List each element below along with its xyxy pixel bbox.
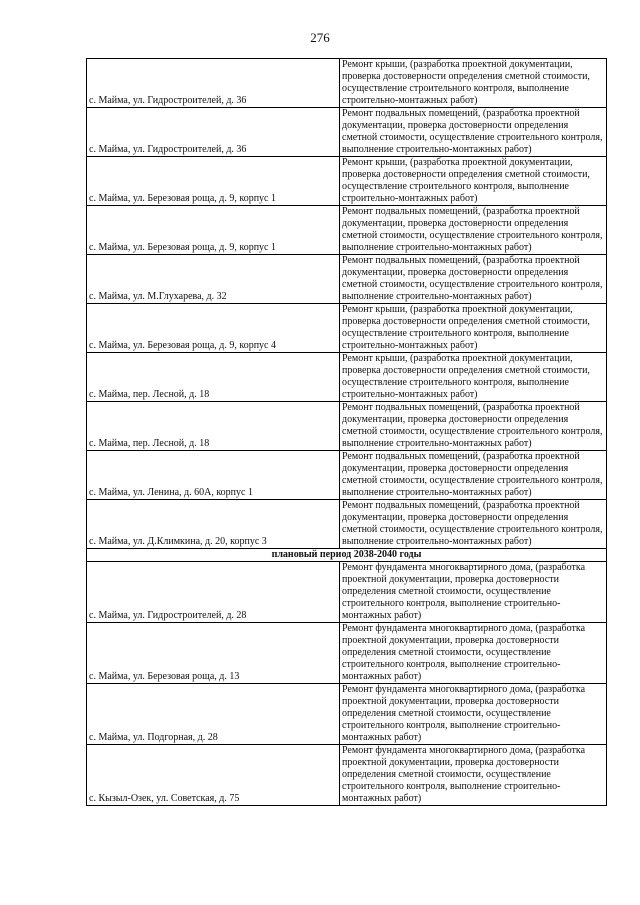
table-row xyxy=(87,402,607,451)
work-description-cell: Ремонт фундамента многоквартирного дома, (разработка проектной документации, проверка достоверности определения сметной стоимости, осуществление строительного контроля, выполнение строительно-монтажных работ) xyxy=(340,562,607,623)
table-row xyxy=(87,353,607,402)
address-cell: с. Майма, ул. Гидростроителей, д. 28 xyxy=(87,562,340,623)
table-body-current-period xyxy=(87,59,607,549)
work-description-cell: Ремонт фундамента многоквартирного дома, (разработка проектной документации, проверка достоверности определения сметной стоимости, осуществление строительного контроля, выполнение строительно-монтажных работ) xyxy=(340,623,607,684)
address-cell: с. Майма, ул. Березовая роща, д. 9, корпус 4 xyxy=(87,304,340,353)
address-cell: с. Майма, ул. Гидростроителей, д. 36 xyxy=(87,59,340,108)
work-description-cell: Ремонт фундамента многоквартирного дома, (разработка проектной документации, проверка достоверности определения сметной стоимости, осуществление строительного контроля, выполнение строительно-монтажных работ) xyxy=(340,745,607,806)
address-cell: с. Майма, ул. Березовая роща, д. 9, корпус 1 xyxy=(87,157,340,206)
address-cell: с. Майма, ул. Д.Климкина, д. 20, корпус 3 xyxy=(87,500,340,549)
table-row xyxy=(87,157,607,206)
table-row xyxy=(87,451,607,500)
work-description-cell: Ремонт подвальных помещений, (разработка проектной документации, проверка достоверности определения сметной стоимости, осуществление строительного контроля, выполнение строительно-монтажных работ) xyxy=(340,108,607,157)
address-cell: с. Майма, ул. Подгорная, д. 28 xyxy=(87,684,340,745)
table-row xyxy=(87,623,607,684)
work-description-cell: Ремонт подвальных помещений, (разработка проектной документации, проверка достоверности определения сметной стоимости, осуществление строительного контроля, выполнение строительно-монтажных работ) xyxy=(340,402,607,451)
address-cell: с. Майма, пер. Лесной, д. 18 xyxy=(87,402,340,451)
table-body-planned-period xyxy=(87,562,607,806)
address-cell: с. Майма, ул. Ленина, д. 60А, корпус 1 xyxy=(87,451,340,500)
table-row xyxy=(87,59,607,108)
work-description-cell: Ремонт крыши, (разработка проектной документации, проверка достоверности определения сметной стоимости, осуществление строительного контроля, выполнение строительно-монтажных работ) xyxy=(340,304,607,353)
work-description-cell: Ремонт подвальных помещений, (разработка проектной документации, проверка достоверности определения сметной стоимости, осуществление строительного контроля, выполнение строительно-монтажных работ) xyxy=(340,500,607,549)
table-row xyxy=(87,206,607,255)
work-description-cell: Ремонт крыши, (разработка проектной документации, проверка достоверности определения сметной стоимости, осуществление строительного контроля, выполнение строительно-монтажных работ) xyxy=(340,157,607,206)
table-row xyxy=(87,745,607,806)
address-cell: с. Майма, ул. Березовая роща, д. 13 xyxy=(87,623,340,684)
work-description-cell: Ремонт фундамента многоквартирного дома, (разработка проектной документации, проверка достоверности определения сметной стоимости, осуществление строительного контроля, выполнение строительно-монтажных работ) xyxy=(340,684,607,745)
table-row xyxy=(87,304,607,353)
page-number: 276 xyxy=(310,30,330,45)
address-cell: с. Майма, ул. Гидростроителей, д. 36 xyxy=(87,108,340,157)
period-heading-row xyxy=(87,549,607,562)
work-description-cell: Ремонт подвальных помещений, (разработка проектной документации, проверка достоверности определения сметной стоимости, осуществление строительного контроля, выполнение строительно-монтажных работ) xyxy=(340,206,607,255)
address-cell: с. Кызыл-Озек, ул. Советская, д. 75 xyxy=(87,745,340,806)
period-section xyxy=(87,549,607,562)
table-row xyxy=(87,684,607,745)
table-row xyxy=(87,562,607,623)
work-description-cell: Ремонт подвальных помещений, (разработка проектной документации, проверка достоверности определения сметной стоимости, осуществление строительного контроля, выполнение строительно-монтажных работ) xyxy=(340,255,607,304)
table-row xyxy=(87,500,607,549)
address-cell: с. Майма, ул. Березовая роща, д. 9, корпус 1 xyxy=(87,206,340,255)
work-description-cell: Ремонт крыши, (разработка проектной документации, проверка достоверности определения сметной стоимости, осуществление строительного контроля, выполнение строительно-монтажных работ) xyxy=(340,353,607,402)
address-cell: с. Майма, пер. Лесной, д. 18 xyxy=(87,353,340,402)
work-description-cell: Ремонт крыши, (разработка проектной документации, проверка достоверности определения сметной стоимости, осуществление строительного контроля, выполнение строительно-монтажных работ) xyxy=(340,59,607,108)
work-description-cell: Ремонт подвальных помещений, (разработка проектной документации, проверка достоверности определения сметной стоимости, осуществление строительного контроля, выполнение строительно-монтажных работ) xyxy=(340,451,607,500)
period-heading: плановый период 2038-2040 годы xyxy=(87,549,607,562)
capital-repair-table xyxy=(86,58,607,806)
table-row xyxy=(87,108,607,157)
address-cell: с. Майма, ул. М.Глухарева, д. 32 xyxy=(87,255,340,304)
table-row xyxy=(87,255,607,304)
